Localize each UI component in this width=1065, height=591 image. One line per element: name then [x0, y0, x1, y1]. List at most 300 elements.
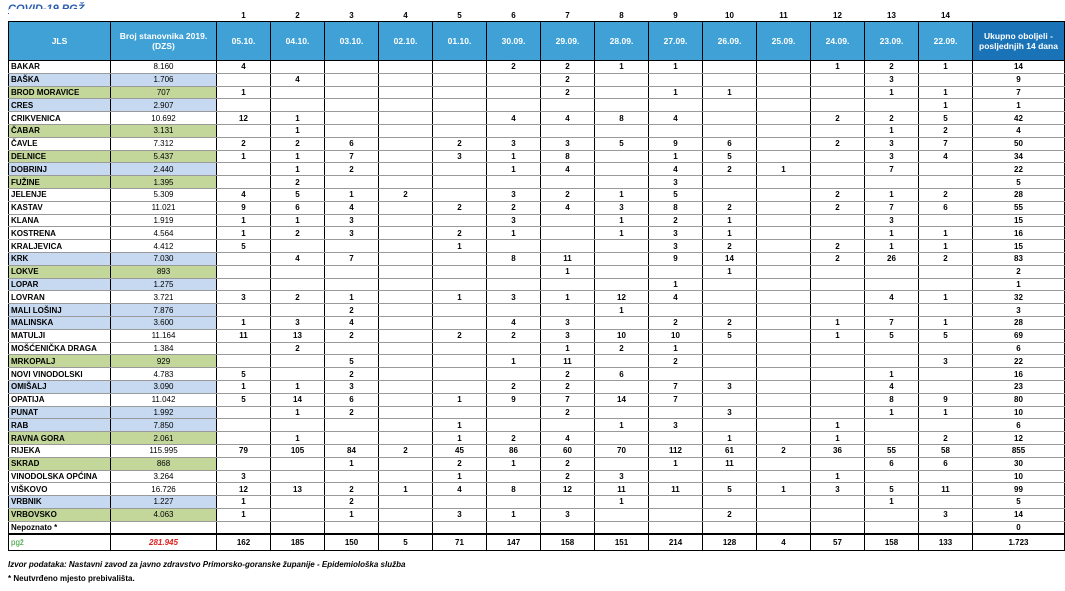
population-cell: 1.992	[111, 406, 217, 419]
daily-cases-cell	[487, 419, 541, 432]
daily-cases-cell: 2	[271, 227, 325, 240]
daily-cases-cell	[757, 355, 811, 368]
daily-cases-cell: 1	[865, 86, 919, 99]
total-cases-cell: 12	[973, 432, 1065, 445]
daily-cases-cell: 1	[811, 61, 865, 74]
daily-cases-cell: 5	[217, 368, 271, 381]
daily-cases-cell	[811, 214, 865, 227]
daily-cases-cell	[649, 508, 703, 521]
table-row	[9, 61, 1065, 74]
daily-cases-cell	[271, 470, 325, 483]
municipality-name: VIŠKOVO	[9, 483, 111, 496]
daily-cases-cell: 1	[541, 291, 595, 304]
header-date: 28.09.	[595, 22, 649, 61]
daily-cases-cell	[379, 380, 433, 393]
daily-cases-cell: 1	[811, 419, 865, 432]
daily-cases-cell	[271, 265, 325, 278]
daily-cases-cell	[703, 188, 757, 201]
daily-cases-cell: 2	[433, 329, 487, 342]
daily-cases-cell	[379, 150, 433, 163]
daily-cases-cell: 84	[325, 444, 379, 457]
daily-cases-cell: 14	[595, 393, 649, 406]
daily-cases-cell	[595, 150, 649, 163]
total-cases-cell: 14	[973, 508, 1065, 521]
daily-cases-cell: 5	[703, 329, 757, 342]
population-cell: 4.564	[111, 227, 217, 240]
daily-cases-cell: 5	[649, 188, 703, 201]
daily-cases-cell	[919, 176, 973, 189]
daily-cases-cell	[271, 99, 325, 112]
daily-cases-cell: 60	[541, 444, 595, 457]
daily-cases-cell	[379, 252, 433, 265]
population-cell: 3.600	[111, 316, 217, 329]
header-jls: JLS	[9, 22, 111, 61]
daily-cases-cell: 3	[325, 380, 379, 393]
daily-cases-cell	[757, 432, 811, 445]
daily-cases-cell	[271, 278, 325, 291]
municipality-name: MRKOPALJ	[9, 355, 111, 368]
daily-cases-cell	[271, 86, 325, 99]
daily-cases-cell: 1	[271, 380, 325, 393]
daily-cases-cell	[649, 432, 703, 445]
daily-cases-cell	[919, 380, 973, 393]
daily-cases-cell	[595, 521, 649, 534]
daily-cases-cell	[757, 240, 811, 253]
daily-cases-cell	[595, 278, 649, 291]
column-number: 4	[379, 9, 433, 22]
grand-total-cell: 1.723	[973, 534, 1065, 551]
daily-cases-cell: 7	[649, 380, 703, 393]
daily-cases-cell	[811, 124, 865, 137]
daily-cases-cell: 1	[703, 214, 757, 227]
daily-cases-cell: 3	[541, 329, 595, 342]
population-cell: 4.412	[111, 240, 217, 253]
total-cases-cell: 16	[973, 227, 1065, 240]
daily-cases-cell: 2	[325, 483, 379, 496]
daily-cases-cell: 45	[433, 444, 487, 457]
total-cases-cell: 80	[973, 393, 1065, 406]
daily-cases-cell	[757, 496, 811, 509]
daily-cases-cell	[217, 99, 271, 112]
daily-cases-cell	[541, 99, 595, 112]
daily-cases-cell: 2	[865, 112, 919, 125]
daily-cases-cell: 1	[595, 304, 649, 317]
daily-cases-cell	[757, 470, 811, 483]
daily-cases-cell	[433, 112, 487, 125]
daily-cases-cell	[811, 380, 865, 393]
daily-cases-cell: 1	[541, 342, 595, 355]
municipality-name: MOŠĆENIČKA DRAGA	[9, 342, 111, 355]
daily-cases-cell: 2	[271, 137, 325, 150]
daily-cases-cell: 1	[919, 240, 973, 253]
municipality-name: BROD MORAVICE	[9, 86, 111, 99]
daily-cases-cell: 2	[379, 444, 433, 457]
daily-cases-cell	[757, 112, 811, 125]
daily-cases-cell	[487, 99, 541, 112]
daily-cases-cell	[865, 278, 919, 291]
daily-cases-cell	[217, 432, 271, 445]
daily-cases-cell: 9	[649, 137, 703, 150]
population-cell: 11.042	[111, 393, 217, 406]
daily-cases-cell	[595, 457, 649, 470]
daily-cases-cell	[757, 278, 811, 291]
municipality-name: PUNAT	[9, 406, 111, 419]
daily-cases-cell: 12	[541, 483, 595, 496]
daily-cases-cell	[811, 176, 865, 189]
municipality-name: KRK	[9, 252, 111, 265]
daily-cases-cell	[595, 99, 649, 112]
daily-cases-cell: 1	[919, 61, 973, 74]
daily-cases-cell: 3	[433, 150, 487, 163]
daily-cases-cell: 1	[487, 150, 541, 163]
total-cases-cell: 15	[973, 214, 1065, 227]
table-row	[9, 355, 1065, 368]
daily-cases-cell	[757, 252, 811, 265]
daily-cases-cell: 2	[919, 252, 973, 265]
total-cases-cell: 6	[973, 342, 1065, 355]
daily-cases-cell: 2	[811, 137, 865, 150]
daily-cases-cell: 3	[325, 227, 379, 240]
total-cases-cell: 30	[973, 457, 1065, 470]
total-cases-cell: 10	[973, 470, 1065, 483]
daily-cases-cell: 1	[757, 483, 811, 496]
daily-cases-cell	[217, 304, 271, 317]
total-cases-cell: 3	[973, 304, 1065, 317]
daily-total-cell: 185	[271, 534, 325, 551]
footnote: * Neutvrđeno mjesto prebivališta.	[8, 574, 135, 583]
daily-cases-cell: 2	[595, 342, 649, 355]
daily-cases-cell: 4	[325, 201, 379, 214]
daily-cases-cell: 61	[703, 444, 757, 457]
population-cell: 5.309	[111, 188, 217, 201]
total-cases-cell: 9	[973, 73, 1065, 86]
population-cell: 7.312	[111, 137, 217, 150]
daily-cases-cell	[919, 214, 973, 227]
daily-cases-cell: 1	[703, 432, 757, 445]
daily-cases-cell	[541, 496, 595, 509]
daily-cases-cell: 4	[541, 432, 595, 445]
daily-cases-cell: 1	[271, 124, 325, 137]
column-number: 11	[757, 9, 811, 22]
daily-cases-cell: 3	[541, 508, 595, 521]
header-row	[9, 22, 1065, 61]
daily-cases-cell: 11	[919, 483, 973, 496]
total-cases-cell: 23	[973, 380, 1065, 393]
daily-cases-cell: 3	[487, 214, 541, 227]
daily-cases-cell: 1	[595, 214, 649, 227]
table-row	[9, 342, 1065, 355]
daily-cases-cell: 1	[865, 368, 919, 381]
daily-cases-cell: 13	[271, 329, 325, 342]
table-row	[9, 278, 1065, 291]
table-body	[9, 61, 1065, 535]
total-cases-cell: 22	[973, 163, 1065, 176]
daily-cases-cell: 4	[649, 163, 703, 176]
daily-cases-cell	[379, 521, 433, 534]
daily-cases-cell: 1	[217, 214, 271, 227]
daily-cases-cell	[919, 496, 973, 509]
daily-cases-cell	[595, 124, 649, 137]
daily-cases-cell	[433, 265, 487, 278]
daily-cases-cell	[595, 163, 649, 176]
table-row	[9, 227, 1065, 240]
daily-cases-cell	[865, 176, 919, 189]
daily-cases-cell	[325, 470, 379, 483]
municipality-name: OPATIJA	[9, 393, 111, 406]
daily-cases-cell	[703, 124, 757, 137]
column-number: 3	[325, 9, 379, 22]
daily-cases-cell	[379, 508, 433, 521]
header-date: 24.09.	[811, 22, 865, 61]
daily-total-cell: 150	[325, 534, 379, 551]
daily-cases-cell	[379, 137, 433, 150]
population-cell	[111, 521, 217, 534]
daily-cases-cell	[649, 521, 703, 534]
population-cell: 1.395	[111, 176, 217, 189]
daily-cases-cell	[487, 124, 541, 137]
daily-cases-cell: 105	[271, 444, 325, 457]
daily-cases-cell: 5	[865, 329, 919, 342]
daily-cases-cell: 1	[271, 214, 325, 227]
daily-cases-cell: 12	[217, 112, 271, 125]
daily-total-cell: 71	[433, 534, 487, 551]
daily-cases-cell	[433, 304, 487, 317]
daily-cases-cell: 1	[865, 240, 919, 253]
daily-cases-cell: 3	[595, 201, 649, 214]
municipality-name: ČABAR	[9, 124, 111, 137]
table-row	[9, 99, 1065, 112]
daily-cases-cell	[865, 432, 919, 445]
daily-cases-cell: 1	[379, 483, 433, 496]
daily-cases-cell: 1	[487, 355, 541, 368]
daily-cases-cell: 4	[865, 291, 919, 304]
daily-cases-cell: 11	[541, 252, 595, 265]
daily-cases-cell: 1	[595, 61, 649, 74]
municipality-name: CRIKVENICA	[9, 112, 111, 125]
daily-cases-cell	[433, 368, 487, 381]
daily-cases-cell: 2	[541, 406, 595, 419]
daily-cases-cell: 8	[487, 483, 541, 496]
daily-cases-cell	[487, 368, 541, 381]
header-date: 29.09.	[541, 22, 595, 61]
population-cell: 16.726	[111, 483, 217, 496]
daily-cases-cell	[217, 419, 271, 432]
daily-cases-cell: 1	[703, 227, 757, 240]
daily-cases-cell	[487, 86, 541, 99]
daily-cases-cell: 1	[757, 163, 811, 176]
daily-cases-cell: 36	[811, 444, 865, 457]
daily-cases-cell	[757, 304, 811, 317]
daily-cases-cell: 1	[811, 470, 865, 483]
daily-cases-cell: 7	[865, 163, 919, 176]
daily-cases-cell	[271, 457, 325, 470]
population-cell: 115.995	[111, 444, 217, 457]
table-row	[9, 252, 1065, 265]
population-cell: 11.164	[111, 329, 217, 342]
daily-cases-cell: 3	[541, 137, 595, 150]
column-number: 10	[703, 9, 757, 22]
daily-cases-cell	[757, 329, 811, 342]
daily-cases-cell: 2	[541, 61, 595, 74]
population-cell: 929	[111, 355, 217, 368]
daily-cases-cell	[433, 380, 487, 393]
daily-cases-cell	[865, 521, 919, 534]
header-date: 03.10.	[325, 22, 379, 61]
daily-cases-cell: 10	[595, 329, 649, 342]
daily-cases-cell: 1	[811, 316, 865, 329]
daily-cases-cell: 3	[487, 137, 541, 150]
daily-cases-cell	[379, 176, 433, 189]
daily-cases-cell	[811, 265, 865, 278]
municipality-name: VINODOLSKA OPĆINA	[9, 470, 111, 483]
daily-cases-cell	[811, 278, 865, 291]
daily-cases-cell: 1	[433, 393, 487, 406]
daily-cases-cell	[217, 457, 271, 470]
daily-cases-cell: 1	[595, 419, 649, 432]
daily-cases-cell	[379, 265, 433, 278]
daily-cases-cell: 2	[541, 380, 595, 393]
table-row	[9, 393, 1065, 406]
municipality-name: MALI LOŠINJ	[9, 304, 111, 317]
daily-cases-cell: 1	[865, 227, 919, 240]
daily-cases-cell: 3	[595, 470, 649, 483]
daily-cases-cell	[325, 124, 379, 137]
population-cell: 1.275	[111, 278, 217, 291]
daily-cases-cell	[757, 419, 811, 432]
daily-cases-cell: 1	[325, 508, 379, 521]
daily-cases-cell	[325, 419, 379, 432]
daily-cases-cell: 4	[649, 112, 703, 125]
daily-total-cell: 4	[757, 534, 811, 551]
daily-cases-cell	[379, 406, 433, 419]
daily-cases-cell	[811, 508, 865, 521]
table-row	[9, 406, 1065, 419]
daily-cases-cell: 5	[919, 329, 973, 342]
totals-label: pgž	[9, 534, 111, 551]
daily-cases-cell: 1	[703, 265, 757, 278]
daily-cases-cell	[379, 240, 433, 253]
header-date: 01.10.	[433, 22, 487, 61]
totals-population: 281.945	[111, 534, 217, 551]
daily-cases-cell: 1	[649, 61, 703, 74]
daily-cases-cell	[649, 265, 703, 278]
daily-cases-cell: 4	[487, 316, 541, 329]
daily-cases-cell: 3	[703, 380, 757, 393]
municipality-name: LOPAR	[9, 278, 111, 291]
daily-cases-cell: 2	[541, 86, 595, 99]
daily-cases-cell: 4	[217, 61, 271, 74]
daily-cases-cell: 2	[433, 457, 487, 470]
municipality-name: RIJEKA	[9, 444, 111, 457]
daily-cases-cell: 1	[433, 291, 487, 304]
total-cases-cell: 16	[973, 368, 1065, 381]
daily-cases-cell: 6	[919, 201, 973, 214]
daily-cases-cell: 14	[271, 393, 325, 406]
daily-cases-cell	[865, 470, 919, 483]
population-cell: 4.783	[111, 368, 217, 381]
total-cases-cell: 83	[973, 252, 1065, 265]
daily-cases-cell	[271, 61, 325, 74]
total-cases-cell: 6	[973, 419, 1065, 432]
daily-cases-cell: 5	[217, 240, 271, 253]
daily-cases-cell: 2	[649, 355, 703, 368]
daily-cases-cell	[703, 521, 757, 534]
daily-cases-cell: 2	[325, 329, 379, 342]
daily-cases-cell: 2	[325, 496, 379, 509]
daily-cases-cell	[379, 470, 433, 483]
municipality-name: KRALJEVICA	[9, 240, 111, 253]
daily-cases-cell: 2	[649, 214, 703, 227]
daily-cases-cell: 3	[919, 355, 973, 368]
daily-cases-cell: 1	[487, 163, 541, 176]
table-row	[9, 457, 1065, 470]
daily-cases-cell	[379, 214, 433, 227]
table-row	[9, 483, 1065, 496]
daily-total-cell: 57	[811, 534, 865, 551]
daily-cases-cell: 11	[217, 329, 271, 342]
daily-cases-cell	[433, 61, 487, 74]
daily-cases-cell: 2	[757, 444, 811, 457]
daily-cases-cell: 4	[271, 252, 325, 265]
daily-cases-cell: 1	[865, 124, 919, 137]
column-number: 13	[865, 9, 919, 22]
daily-cases-cell: 1	[433, 419, 487, 432]
daily-cases-cell	[487, 278, 541, 291]
daily-total-cell: 158	[865, 534, 919, 551]
table-row	[9, 368, 1065, 381]
header-date: 26.09.	[703, 22, 757, 61]
daily-cases-cell: 1	[865, 406, 919, 419]
total-cases-cell: 28	[973, 316, 1065, 329]
municipality-name: ČAVLE	[9, 137, 111, 150]
daily-cases-cell	[649, 368, 703, 381]
daily-cases-cell: 2	[919, 432, 973, 445]
table-row	[9, 86, 1065, 99]
daily-cases-cell	[595, 252, 649, 265]
daily-cases-cell: 11	[595, 483, 649, 496]
daily-cases-cell: 2	[541, 73, 595, 86]
daily-cases-cell: 1	[649, 278, 703, 291]
daily-cases-cell: 5	[703, 150, 757, 163]
daily-cases-cell	[811, 150, 865, 163]
population-cell: 11.021	[111, 201, 217, 214]
daily-total-cell: 128	[703, 534, 757, 551]
daily-cases-cell: 5	[217, 393, 271, 406]
daily-cases-cell: 4	[433, 483, 487, 496]
daily-cases-cell	[757, 457, 811, 470]
daily-cases-cell	[379, 457, 433, 470]
source-note: Izvor podataka: Nastavni zavod za javno zdravstvo Primorsko-goranske županije - Epidemiološka služba	[8, 560, 406, 569]
table-row	[9, 214, 1065, 227]
daily-cases-cell: 2	[487, 201, 541, 214]
daily-cases-cell	[379, 419, 433, 432]
daily-cases-cell: 1	[811, 329, 865, 342]
daily-cases-cell	[325, 176, 379, 189]
daily-cases-cell: 5	[703, 483, 757, 496]
daily-cases-cell: 2	[811, 252, 865, 265]
daily-cases-cell	[541, 214, 595, 227]
daily-cases-cell: 3	[649, 176, 703, 189]
daily-cases-cell: 2	[433, 201, 487, 214]
table-row	[9, 304, 1065, 317]
header-date: 25.09.	[757, 22, 811, 61]
daily-cases-cell	[487, 176, 541, 189]
daily-cases-cell	[217, 252, 271, 265]
daily-cases-cell	[757, 201, 811, 214]
table-row	[9, 73, 1065, 86]
daily-cases-cell: 3	[865, 150, 919, 163]
population-cell: 1.227	[111, 496, 217, 509]
